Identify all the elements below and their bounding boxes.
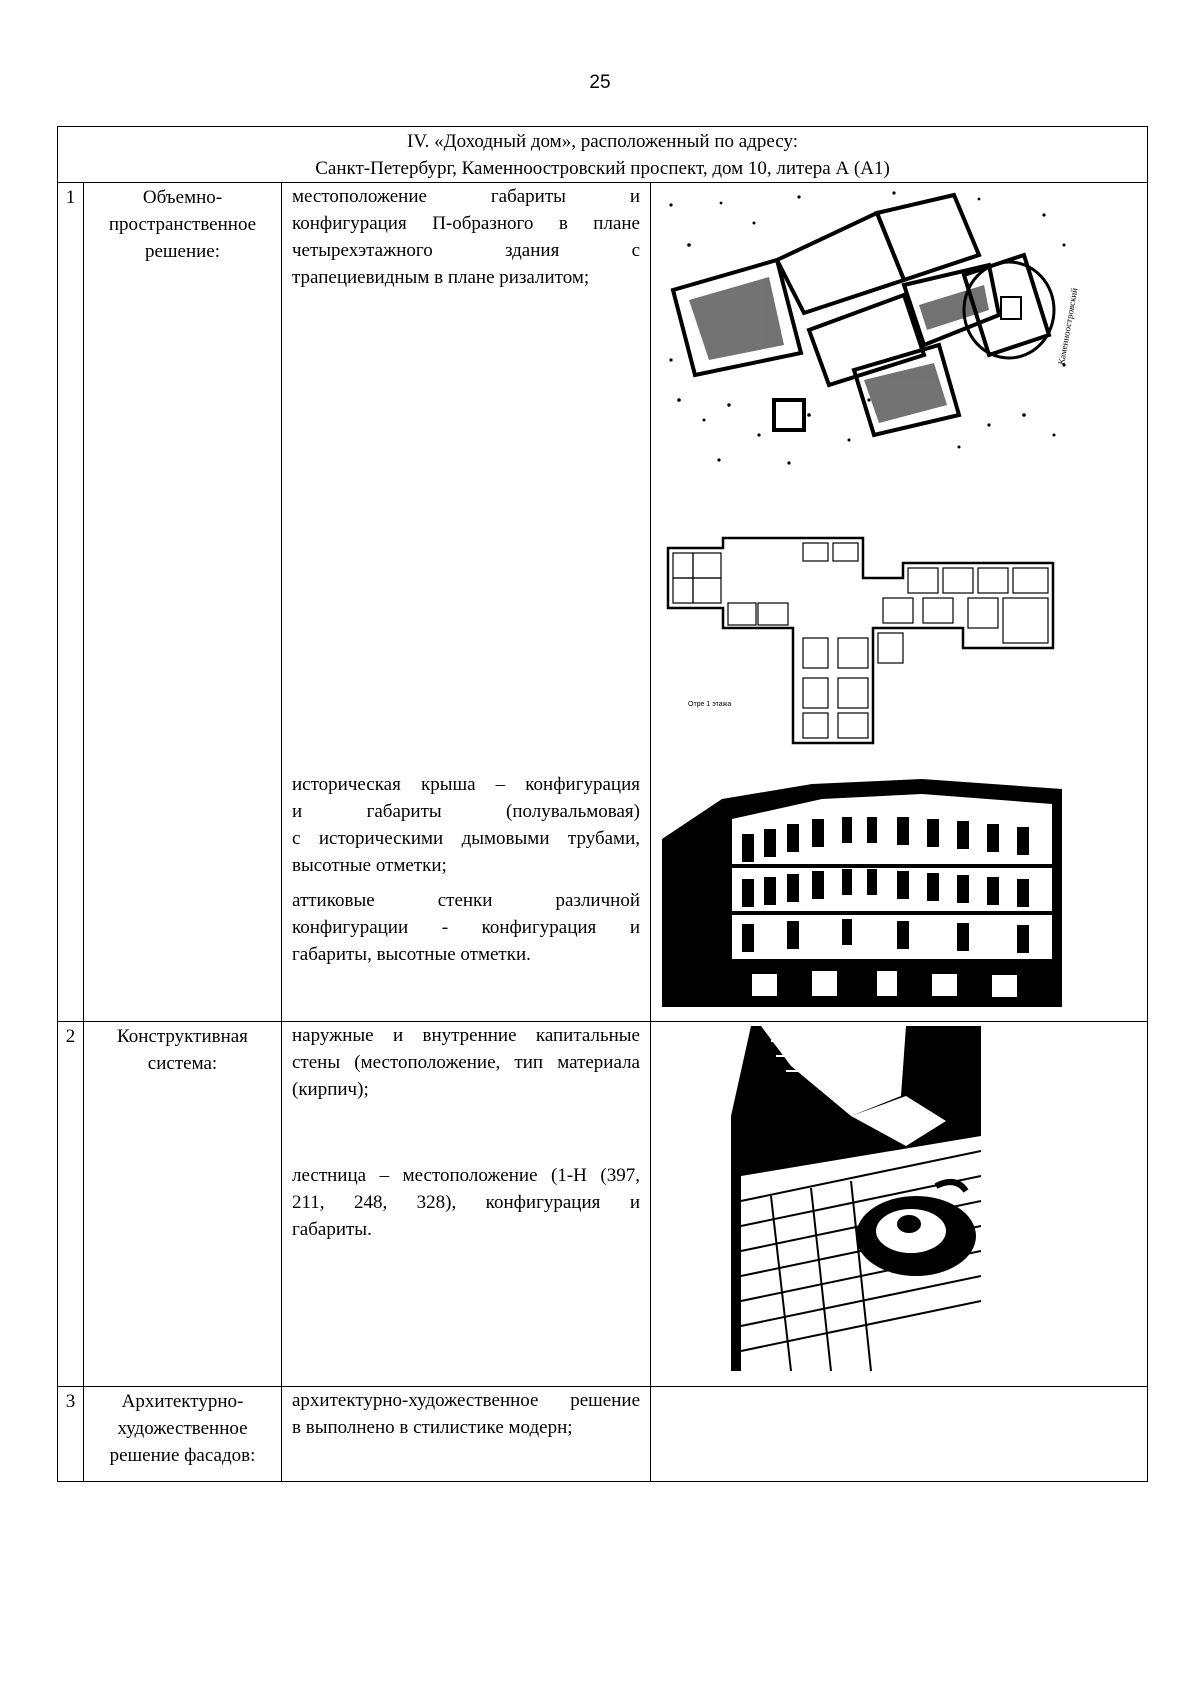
desc-line: высотные отметки; (292, 855, 447, 876)
desc-line: трапециевидным в плане ризалитом; (292, 267, 590, 288)
row-name: Конструктивная система: (84, 1022, 282, 1387)
desc-line: стены (местоположение, тип материала (292, 1052, 640, 1073)
site-plan-image (659, 185, 1079, 475)
desc-line: аттиковые стенки различной (292, 890, 640, 911)
row-name: Объемно-пространственное решение: (84, 183, 282, 1022)
desc-line: архитектурно-художественное решение (292, 1390, 640, 1411)
table-row (58, 183, 1148, 1022)
table-row (58, 1387, 1148, 1482)
header-line-2: Санкт-Петербург, Каменноостровский проспект, дом 10, литера А (А1) (315, 158, 890, 179)
row-name: Архитектурно-художественное решение фасадов: (84, 1387, 282, 1482)
floor-plan-image (663, 518, 1073, 758)
floor-plan-caption: Отре 1 этажа (688, 701, 732, 708)
desc-line: и габариты (полувальмовая) (292, 801, 640, 822)
desc-line: историческая крыша – конфигурация (292, 774, 640, 795)
desc-line: конфигурации - конфигурация и (292, 917, 640, 938)
desc-line: с историческими дымовыми трубами, (292, 828, 640, 849)
row-images (651, 1022, 1148, 1387)
row-images-empty (651, 1387, 1148, 1482)
svg-text:Каменноостровский: Каменноостровский (1056, 287, 1079, 366)
desc-line: четырехэтажного здания с (292, 240, 640, 261)
page-number: 25 (589, 72, 611, 93)
desc-line: конфигурация П-образного в плане (292, 213, 640, 234)
facade-photo-image (662, 779, 1062, 1007)
desc-line: 211, 248, 328), конфигурация и (292, 1192, 640, 1213)
staircase-photo-image (731, 1026, 981, 1371)
table-header-row (58, 127, 1148, 183)
row-number: 3 (58, 1387, 84, 1482)
header-line-1: IV. «Доходный дом», расположенный по адресу: (407, 131, 798, 152)
desc-line: в выполнено в стилистике модерн; (292, 1417, 573, 1438)
desc-line: габариты, высотные отметки. (292, 944, 531, 965)
desc-line: (кирпич); (292, 1079, 369, 1100)
table-header (58, 127, 1148, 183)
desc-line: наружные и внутренние капитальные (292, 1025, 640, 1046)
monument-table (57, 126, 1148, 1482)
row-description (282, 1387, 651, 1482)
row-description (282, 183, 651, 1022)
row-number: 1 (58, 183, 84, 1022)
row-description (282, 1022, 651, 1387)
desc-line: местоположение габариты и (292, 186, 640, 207)
desc-line: габариты. (292, 1219, 372, 1240)
row-number: 2 (58, 1022, 84, 1387)
row-images (651, 183, 1148, 1022)
table-row (58, 1022, 1148, 1387)
desc-line: лестница – местоположение (1-Н (397, (292, 1165, 640, 1186)
